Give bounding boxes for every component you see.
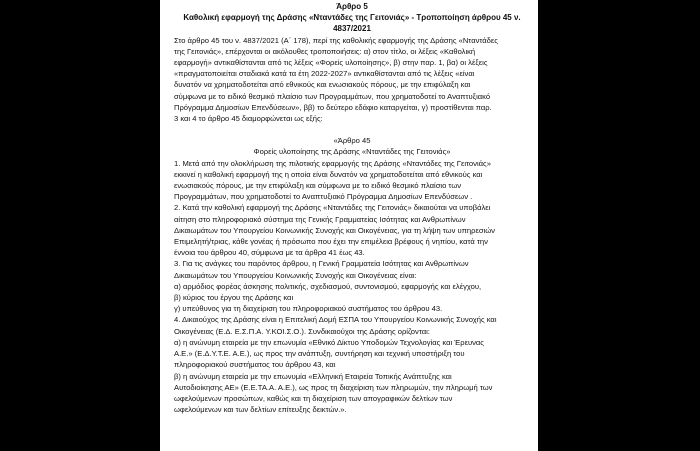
paragraph-1 <box>174 158 530 203</box>
article-title-line-2: 4837/2021 <box>333 24 371 34</box>
paragraph-line: α) η ανώνυμη εταιρεία με την επωνυμία «Εθνικό Δίκτυο Υποδομών Τεχνολογίας και Έρευνας <box>174 337 484 347</box>
paragraph-line: Επιμελητή/τριας, κάθε γονέας ή πρόσωπο που έχει την επιμέλεια βρέφους ή νηπίου, κατά την <box>174 237 488 247</box>
paragraph-line: Προγραμμάτων, που χρηματοδοτεί το Αναπτυξιακό Πρόγραμμα Δημοσίων Επενδύσεων . <box>174 192 473 202</box>
paragraph-line: β) η ανώνυμη εταιρεία με την επωνυμία «Ελληνική Εταιρεία Τοπικής Ανάπτυξης και <box>174 371 452 381</box>
intro-paragraph <box>174 35 530 125</box>
intro-line: Πρόγραμμα Δημοσίων Επενδύσεων», ββ) το δεύτερο εδάφιο καταργείται, γ) προστίθενται παρ. <box>174 102 492 112</box>
paragraph-line: 3. Για τις ανάγκες του παρόντος άρθρου, η Γενική Γραμματεία Ισότητας και Ανθρωπίνων <box>174 259 469 269</box>
intro-line: δυνατόν να χρηματοδοτείται από εθνικούς και ενωσιακούς πόρους, με την επιφύλαξη και <box>174 80 471 90</box>
intro-line: σύμφωνα με το ειδικό θεσμικό πλαίσιο των Προγραμμάτων, που χρηματοδοτεί το Αναπτυξιακό <box>174 91 491 101</box>
paragraph-line: έννοια του άρθρου 40, σύμφωνα με τα άρθρα 41 έως 43. <box>174 248 365 258</box>
paragraph-line: Δικαιωμάτων του Υπουργείου Κοινωνικής Συνοχής και Οικογένειας είναι: <box>174 270 417 280</box>
paragraph-line: ωφελούμενων και των δελτίων επίτευξης δεικτών.». <box>174 405 347 415</box>
paragraph-2 <box>174 202 530 258</box>
amended-article-heading: «Άρθρο 45 <box>333 136 371 146</box>
paragraph-line: Α.Ε.» (Ε.Δ.Υ.Τ.Ε. Α.Ε.), ως προς την ανάπτυξη, συντήρηση και τεχνική υποστήριξη του <box>174 349 465 359</box>
paragraph-4 <box>174 314 530 415</box>
paragraph-line: 4. Δικαιούχος της Δράσης είναι η Επιτελική Δομή ΕΣΠΑ του Υπουργείου Κοινωνικής Συνοχής και <box>174 315 497 325</box>
paragraph-line: ενωσιακούς πόρους, με την επιφύλαξη και σύμφωνα με το ειδικό θεσμικό πλαίσιο των <box>174 181 462 191</box>
intro-line: της Γειτονιάς», επέρχονται οι ακόλουθες τροποποιήσεις: α) στον τίτλο, οι λέξεις «Καθολική <box>174 46 476 56</box>
amended-article-subheading: Φορείς υλοποίησης της Δράσης «Νταντάδες της Γειτονιάς» <box>253 147 451 157</box>
document-page <box>160 0 538 451</box>
intro-line: εφαρμογή» αντικαθίστανται από τις λέξεις «Φορείς υλοποίησης», β) στην παρ. 1, βα) οι λέξεις <box>174 58 488 68</box>
article-title-line-1: Καθολική εφαρμογή της Δράσης «Νταντάδες της Γειτονιάς» - Τροποποίηση άρθρου 45 ν. <box>183 13 521 23</box>
intro-line: Στο άρθρο 45 του ν. 4837/2021 (Α΄ 178), περί της καθολικής εφαρμογής της Δράσης «Νταντάδες <box>174 35 498 45</box>
paragraph-line: α) αρμόδιος φορέας άσκησης πολιτικής, σχεδιασμού, συντονισμού, εφαρμογής και ελέγχου, <box>174 281 482 291</box>
article-number: Άρθρο 5 <box>336 2 368 11</box>
paragraph-3 <box>174 258 530 314</box>
document-body <box>160 0 538 415</box>
paragraph-line: πληροφοριακού συστήματος του άρθρου 43, και <box>174 360 336 370</box>
paragraph-line: αίτηση στο πληροφοριακό σύστημα της Γενικής Γραμματείας Ισότητας και Ανθρωπίνων <box>174 214 466 224</box>
intro-line: «πραγματοποιείται σταδιακά κατά τα έτη 2022-2027» αντικαθίστανται από τις λέξεις «είναι <box>174 69 475 79</box>
paragraph-line: 1. Μετά από την ολοκλήρωση της πιλοτικής εφαρμογής της Δράσης «Νταντάδες της Γειτονιάς» <box>174 158 491 168</box>
paragraph-line: εκκινεί η καθολική εφαρμογή της η οποία είναι δυνατόν να χρηματοδοτείται από εθνικούς και <box>174 169 483 179</box>
paragraph-line: γ) υπεύθυνος για τη διαχείριση του πληροφοριακού συστήματος του άρθρου 43. <box>174 304 443 314</box>
intro-line: 3 και 4 το άρθρο 45 διαμορφώνεται ως εξής: <box>174 114 323 124</box>
paragraph-line: Οικογένειας (Ε.Δ. Ε.Σ.Π.Α. Υ.ΚΟΙ.Σ.Ο.). Συνδικαιούχοι της Δράσης ορίζονται: <box>174 326 430 336</box>
paragraph-line: Αυτοδιοίκησης ΑΕ» (Ε.Ε.ΤΑ.Α. Α.Ε.), ως προς τη διαχείριση των πληρωμών, την πληρωμή των <box>174 382 493 392</box>
paragraph-line: β) κύριος του έργου της Δράσης και <box>174 293 294 303</box>
paragraph-line: 2. Κατά την καθολική εφαρμογή της Δράσης «Νταντάδες της Γειτονιάς» δικαιούται να υποβάλει <box>174 203 491 213</box>
paragraph-line: ωφελούμενων προσώπων, καθώς και τη διαχείριση των απογραφικών δελτίων των <box>174 393 453 403</box>
paragraph-line: Δικαιωμάτων του Υπουργείου Κοινωνικής Συνοχής και Οικογένειας, για τη λήψη των υπηρεσιών <box>174 225 495 235</box>
